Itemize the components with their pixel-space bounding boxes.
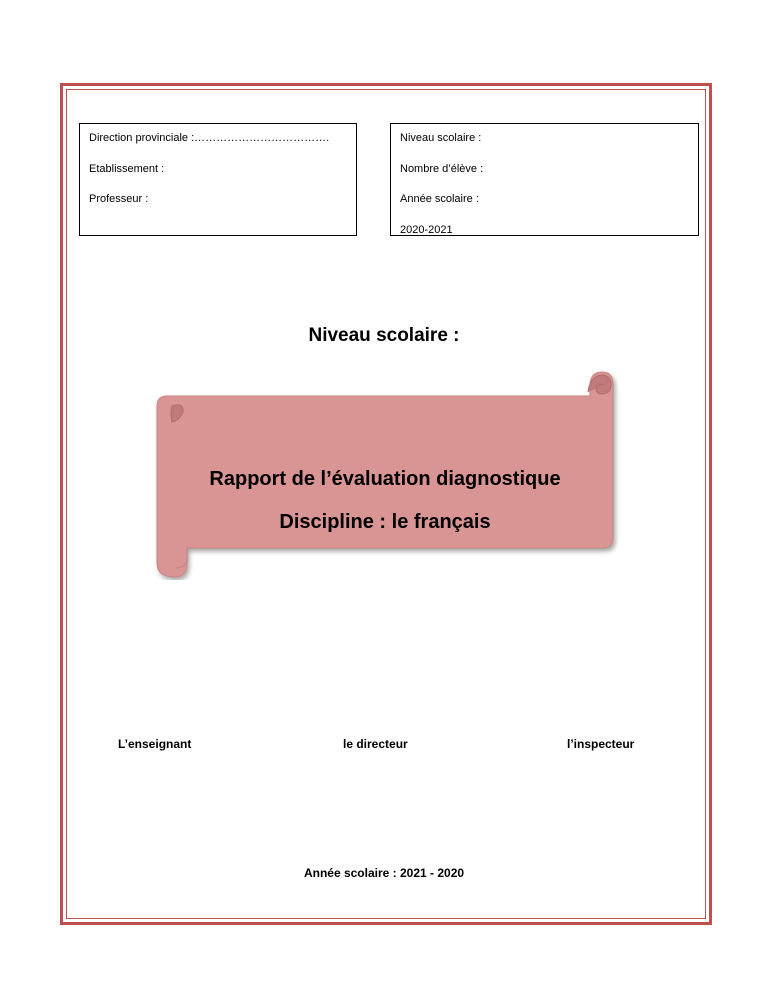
info-box-left bbox=[79, 123, 357, 236]
direction-provinciale-label: Direction provinciale :………………………………. bbox=[89, 132, 330, 144]
signature-enseignant: L’enseignant bbox=[118, 737, 192, 751]
info-box-right bbox=[390, 123, 699, 236]
professeur-label: Professeur : bbox=[89, 193, 149, 205]
signature-inspecteur: l’inspecteur bbox=[567, 737, 635, 751]
niveau-scolaire-label: Niveau scolaire : bbox=[400, 132, 482, 144]
discipline-title: Discipline : le français bbox=[279, 511, 491, 533]
nombre-eleve-label: Nombre d’élève : bbox=[400, 162, 484, 175]
footer-annee-scolaire: Année scolaire : 2021 - 2020 bbox=[303, 866, 465, 880]
niveau-scolaire-heading: Niveau scolaire : bbox=[308, 325, 460, 346]
report-title: Rapport de l’évaluation diagnostique bbox=[209, 468, 561, 490]
annee-scolaire-label: Année scolaire : bbox=[400, 193, 479, 205]
annee-scolaire-value: 2020-2021 bbox=[400, 223, 453, 236]
etablissement-label: Etablissement : bbox=[89, 162, 165, 175]
signature-directeur: le directeur bbox=[343, 737, 408, 751]
